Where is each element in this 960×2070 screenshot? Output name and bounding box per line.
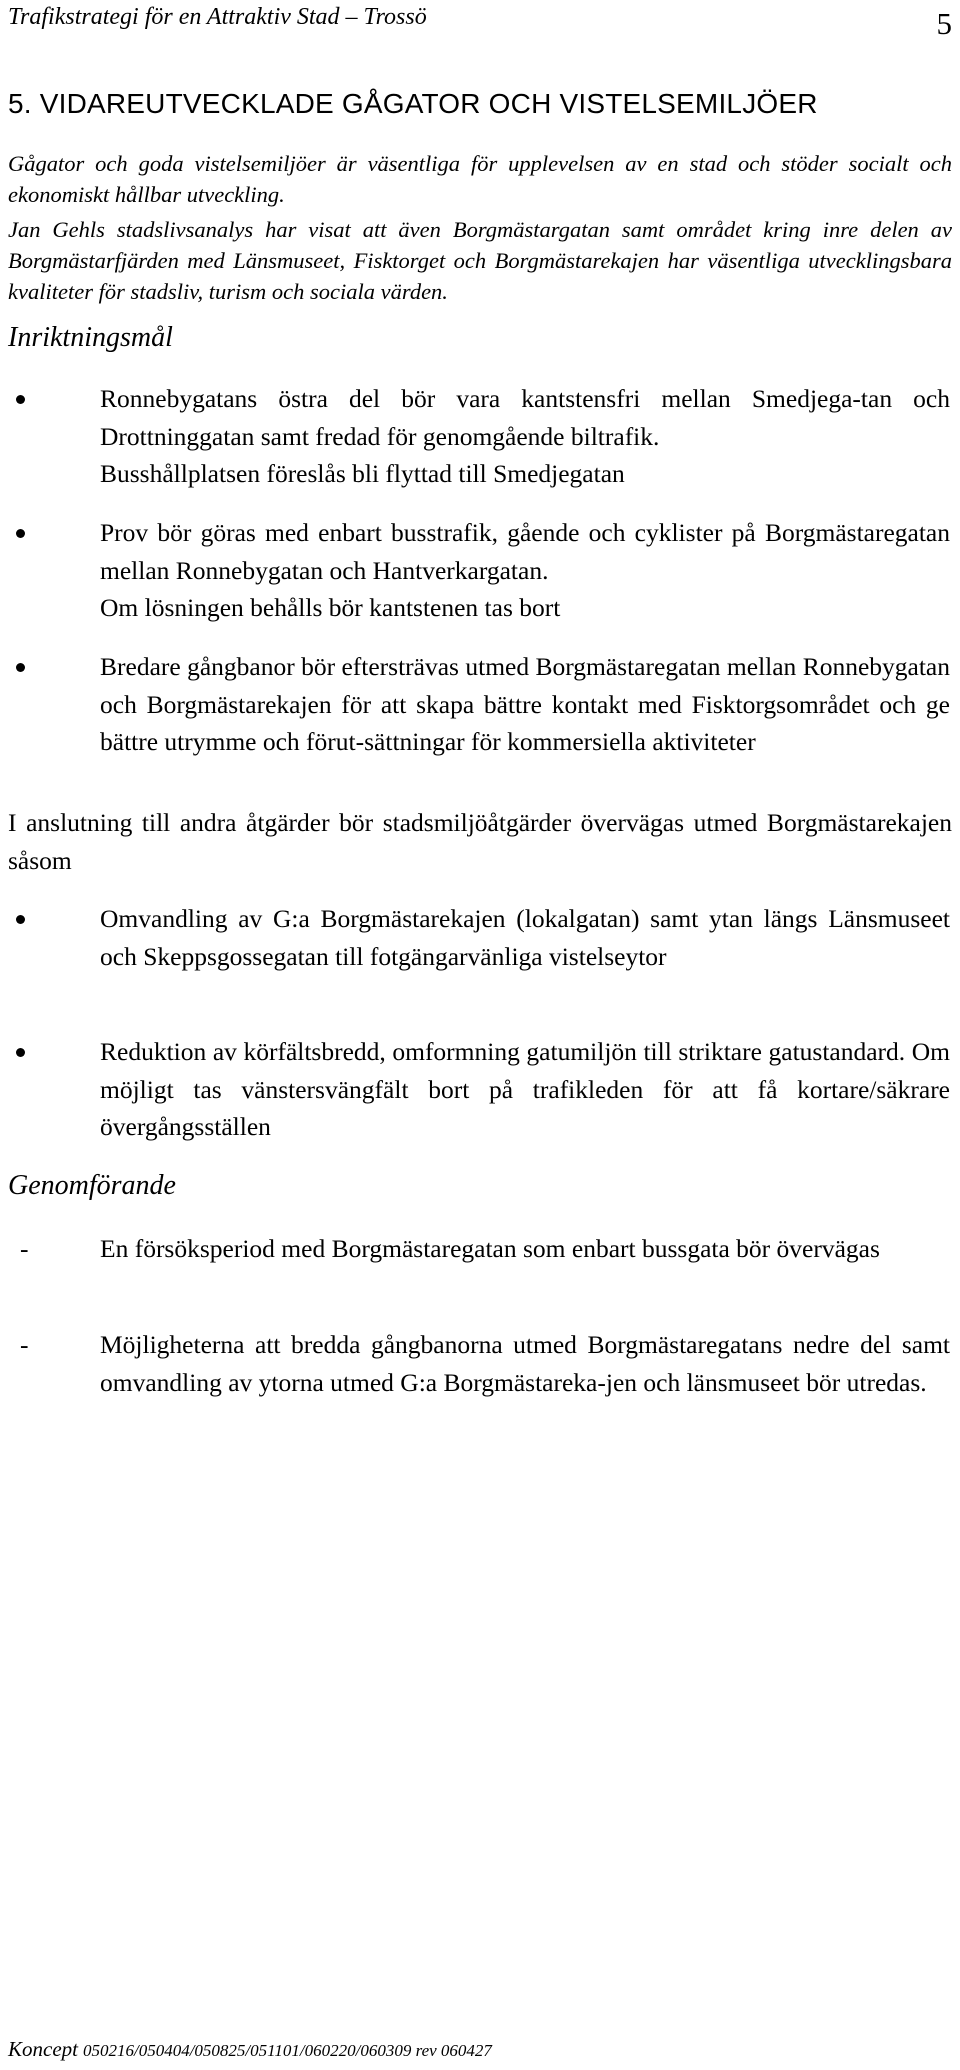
footer-codes: 050216/050404/050825/051101/060220/060309 rev 060427 — [82, 2041, 492, 2060]
intro-paragraph-1: Gågator och goda vistelsemiljöer är väsentliga för upplevelsen av en stad och stöder socialt och ekonomiskt hållbar utveckling. — [8, 151, 952, 207]
implementation-text: Möjligheterna att bredda gångbanorna utmed Borgmästaregatans nedre del samt omvandling av ytorna utmed G:a Borgmästareka-jen och länsmuseet bör utredas. — [100, 1330, 950, 1397]
page-number: 5 — [936, 6, 952, 41]
goal-text: Ronnebygatans östra del bör vara kantstensfri mellan Smedjega-tan och Drottninggatan samt fredad för genomgående biltrafik. — [100, 384, 950, 451]
measure-text: Omvandling av G:a Borgmästarekajen (lokalgatan) samt ytan längs Länsmuseet och Skeppsgossegatan till fotgängarvänliga vistelseytor — [100, 904, 950, 971]
section-heading: 5. VIDAREUTVECKLADE GÅGATOR OCH VISTELSEMILJÖER — [8, 88, 818, 119]
connection-paragraph: I anslutning till andra åtgärder bör stadsmiljöåtgärder övervägas utmed Borgmästarekajen såsom — [8, 808, 952, 875]
measure-text: Reduktion av körfältsbredd, omformning gatumiljön till striktare gatustandard. Om möjligt tas vänstersvängfält bort på trafikleden för att få kortare/säkrare övergångsställen — [100, 1037, 950, 1141]
footer-label: Koncept — [8, 2037, 78, 2061]
dash-marker: - — [20, 1330, 29, 1359]
implementation-heading: Genomförande — [8, 1170, 176, 1201]
goals-heading: Inriktningsmål — [8, 322, 173, 353]
goal-text: Bredare gångbanor bör eftersträvas utmed Borgmästaregatan mellan Ronnebygatan och Borgmästarekajen för att skapa bättre kontakt med Fisktorgsområdet och ge bättre utrymme och förut-sättningar för kommersiella aktiviteter — [100, 652, 950, 756]
document-title: Trafikstrategi för en Attraktiv Stad – Trossö — [8, 4, 427, 30]
goal-note: Busshållplatsen föreslås bli flyttad till Smedjegatan — [100, 459, 625, 488]
implementation-text: En försöksperiod med Borgmästaregatan som enbart bussgata bör övervägas — [100, 1234, 880, 1263]
goal-note: Om lösningen behålls bör kantstenen tas bort — [100, 593, 561, 622]
running-header — [8, 4, 952, 44]
intro-paragraph-2: Jan Gehls stadslivsanalys har visat att även Borgmästargatan samt området kring inre delen av Borgmästarfjärden med Länsmuseet, Fisktorget och Borgmästarekajen har väsentliga utvecklingsbara kvaliteter för stadsliv, turism och sociala värden. — [8, 217, 952, 304]
dash-marker: - — [20, 1234, 29, 1263]
page-footer — [8, 2037, 492, 2062]
goal-text: Prov bör göras med enbart busstrafik, gående och cyklister på Borgmästaregatan mellan Ronnebygatan och Hantverkargatan. — [100, 518, 950, 585]
